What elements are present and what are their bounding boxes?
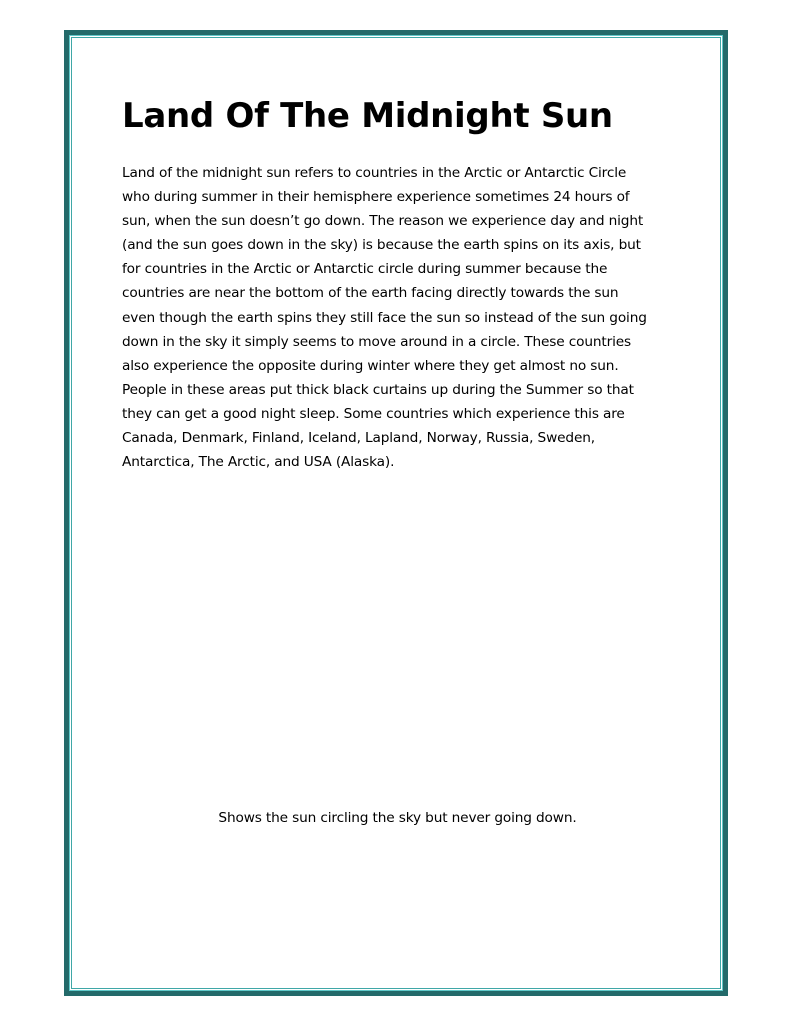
page-title: Land Of The Midnight Sun xyxy=(122,96,613,136)
image-caption: Shows the sun circling the sky but never going down. xyxy=(218,810,577,826)
body-paragraph: Land of the midnight sun refers to countries in the Arctic or Antarctic Circle who during summer in their hemisphere experience sometimes 24 hours of sun, when the sun doesn’t go down. The reason we experience day and night (and the sun goes down in the sky) is because the earth spins on its axis, but for countries in the Arctic or Antarctic circle during summer because the countries are near the bottom of the earth facing directly towards the sun even though the earth spins they still face the sun so instead of the sun going down in the sky it simply seems to move around in a circle. These countries also experience the opposite during winter where they get almost no sun. People in these areas put thick black curtains up during the Summer so that they can get a good night sleep. Some countries which experience this are Canada, Denmark, Finland, Iceland, Lapland, Norway, Russia, Sweden, Antarctica, The Arctic, and USA (Alaska). xyxy=(122,165,647,471)
